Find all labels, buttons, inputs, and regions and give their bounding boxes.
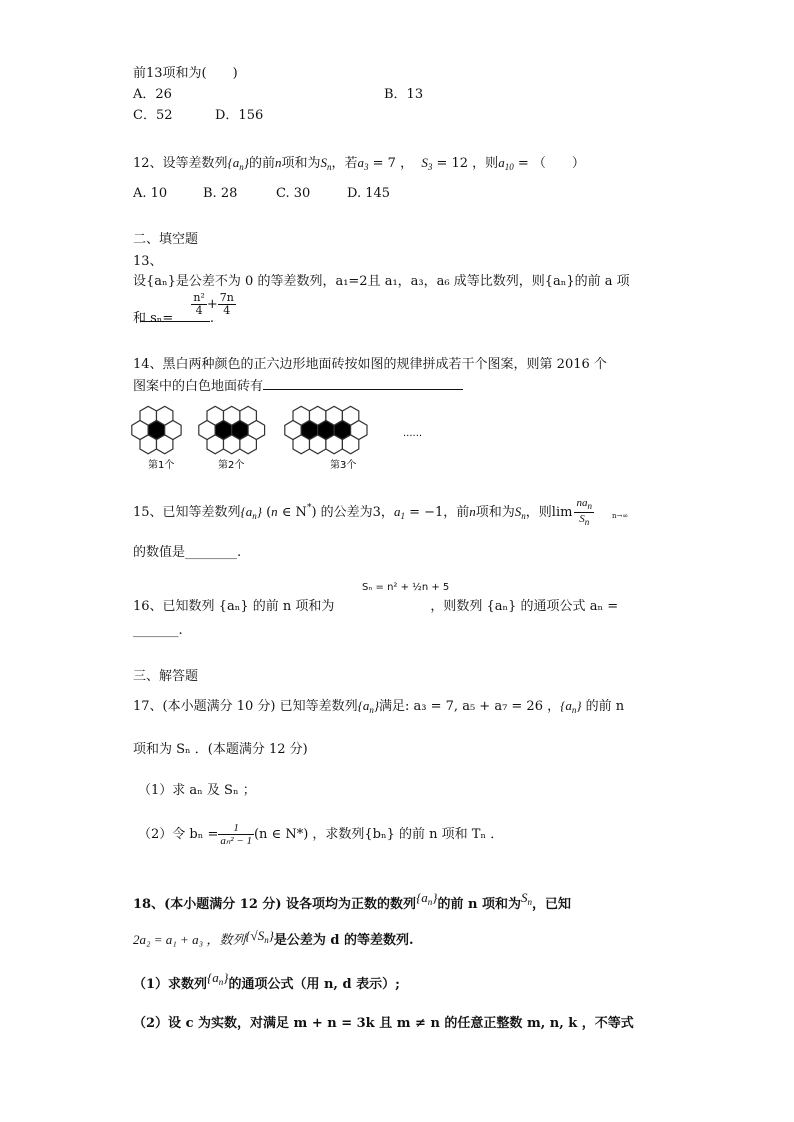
hexagon-tiling-figure [130, 398, 440, 472]
figure-label-2: 第2个 [218, 460, 245, 471]
q13-line1: 设{aₙ}是公差不为 0 的等差数列，a₁=2且 a₁，a₃，a₆ 成等比数列，则{aₙ}的前 a 项 [133, 274, 630, 289]
white-hexagon-tile [165, 421, 181, 440]
black-hexagon-tile [318, 421, 334, 440]
q17-part1: （1）求 aₙ 及 Sₙ ； [138, 783, 256, 798]
white-hexagon-tile [132, 421, 148, 440]
q11-option-c: C．52 [133, 108, 173, 123]
black-hexagon-tile [232, 421, 248, 440]
black-hexagon-tile [148, 421, 165, 440]
q15-line2: 的数值是________. [133, 545, 242, 560]
q18-part2: （2）设 c 为实数，对满足 m + n = 3k 且 m ≠ n 的任意正整数 m, n, k ，不等式 [133, 1016, 634, 1031]
section-3-heading: 三、解答题 [133, 669, 199, 684]
figure-ellipsis: ...... [403, 428, 423, 439]
q16-line2: _______. [133, 623, 183, 638]
q12-option-d: D. 145 [347, 186, 391, 201]
q14-line2: 图案中的白色地面砖有 [133, 375, 463, 394]
q16-formula: Sₙ = n² + ½n + 5 [362, 582, 450, 593]
section-2-heading: 二、填空题 [133, 232, 199, 247]
q17-part2: （2）令 bₙ = $\frac{1}{\text{aₙ² − 1}}$ (n ∈ N*) ，求数列{bₙ} 的前 n 项和 Tₙ ． [138, 822, 504, 848]
q18-line2: 2a₂ = a₁ + a₃ ，数列$\{√S_n\}$是公差为 d 的等差数列. [133, 928, 414, 948]
q11-option-d: D．156 [215, 108, 264, 123]
q18-line1: 18、(本小题满分 12 分) 设各项均为正数的数列$\{a_n\}$的前 n 项和为$S_n$，已知 [133, 890, 571, 912]
figure-label-3: 第3个 [330, 460, 357, 471]
q15-lim-subscript: n→∞ [612, 512, 629, 520]
q16-line1: 16、已知数列 {aₙ} 的前 n 项和为 ，则数列 {aₙ} 的通项公式 aₙ = [133, 599, 619, 614]
black-hexagon-tile [334, 421, 351, 440]
black-hexagon-tile [301, 421, 318, 440]
white-hexagon-tile [351, 421, 367, 440]
q18-part1: （1）求数列$\{a_n\}$的通项公式（用 n, d 表示）; [133, 970, 400, 992]
q14-line1: 14、黑白两种颜色的正六边形地面砖按如图的规律拼成若干个图案，则第 2016 个 [133, 357, 607, 372]
q12-option-a: A. 10 [133, 186, 168, 201]
q15-line1: 15、已知等差数列$\{a_n\}$ (n ∈ N*) 的公差为3，$a_1 = -1$，前n项和为$S_n$，则lim $\frac{na_n}{S_n}$ [133, 497, 592, 527]
q17-line1: 17、(本小题满分 10 分) 已知等差数列$\{a_n\}$满足: a₃ = 7, a₅ + a₇ = 26 ，$\{a_n\}$ 的前 n [133, 698, 625, 715]
q11-option-b: B．13 [384, 87, 424, 102]
q11-stem: 前13项和为( ) [133, 66, 238, 81]
q12-option-c: C. 30 [276, 186, 311, 201]
figure-label-1: 第1个 [148, 460, 175, 471]
white-hexagon-tile [248, 421, 265, 440]
q17-line2: 项和为 Sₙ ．(本题满分 12 分) [133, 742, 308, 757]
white-hexagon-tile [199, 421, 215, 440]
white-hexagon-tile [285, 421, 301, 440]
q12-stem: 12、设等差数列$\{a_n\}$的前n项和为$S_n$，若$a_3 = 7$ ， $S_3 = 12$ ，则$a_{10}$ = （ ） [133, 155, 585, 172]
q13-line2: 和 sₙ= $\frac{\text{n²}}{4}$ + $\frac{7n}{4}$ . [133, 291, 234, 327]
q11-option-a: A．26 [133, 87, 172, 102]
q13-number: 13、 [133, 254, 163, 269]
q12-option-b: B. 28 [203, 186, 238, 201]
black-hexagon-tile [215, 421, 232, 440]
